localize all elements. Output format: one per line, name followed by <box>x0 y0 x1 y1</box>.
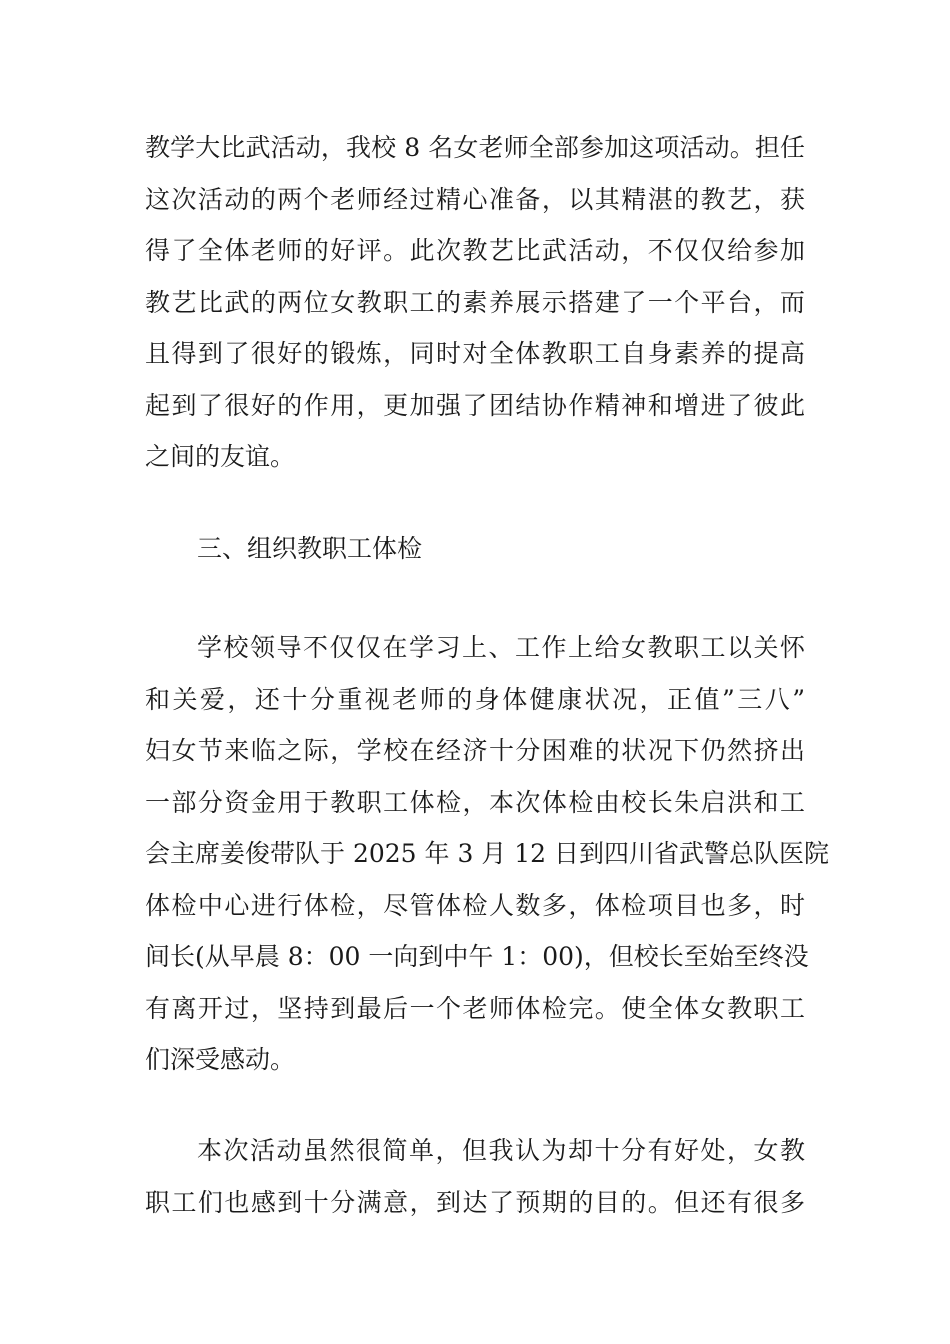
text-line: 教学大比武活动，我校 8 名女老师全部参加这项活动。担任 <box>145 133 805 162</box>
text-line: 们深受感动。 <box>145 1045 296 1074</box>
text-line: 这次活动的两个老师经过精心准备，以其精湛的教艺，获 <box>145 184 805 214</box>
text-line: 妇女节来临之际，学校在经济十分困难的状况下仍然挤出 <box>145 736 805 765</box>
text-line: 且得到了很好的锻炼，同时对全体教职工自身素养的提高 <box>145 339 805 368</box>
text-line: 得了全体老师的好评。此次教艺比武活动，不仅仅给参加 <box>145 236 805 265</box>
paragraph-health-check <box>145 622 830 1086</box>
text-line: 和关爱，还十分重视老师的身体健康状况，正值”三八” <box>145 684 805 714</box>
paragraph-summary <box>145 1125 805 1228</box>
text-line: 间长(从早晨 8：00 一向到中午 1：00)，但校长至始至终没 <box>145 942 809 971</box>
paragraph-teaching-contest <box>145 122 805 483</box>
text-line: 一部分资金用于教职工体检，本次体检由校长朱启洪和工 <box>145 787 805 817</box>
text-line: 本次活动虽然很简单，但我认为却十分有好处，女教 <box>197 1136 805 1165</box>
text-line: 学校领导不仅仅在学习上、工作上给女教职工以关怀 <box>197 633 805 662</box>
text-line: 教艺比武的两位女教职工的素养展示搭建了一个平台，而 <box>145 287 805 317</box>
text-line: 体检中心进行体检，尽管体检人数多，体检项目也多，时 <box>145 890 805 920</box>
section-heading: 三、组织教职工体检 <box>197 534 423 563</box>
text-line: 职工们也感到十分满意，到达了预期的目的。但还有很多 <box>145 1187 805 1217</box>
text-line: 起到了很好的作用，更加强了团结协作精神和增进了彼此 <box>145 390 805 420</box>
section-heading-health-check <box>145 523 805 575</box>
text-line: 会主席姜俊带队于 2025 年 3 月 12 日到四川省武警总队医院 <box>145 839 830 868</box>
text-line: 之间的友谊。 <box>145 442 296 471</box>
text-line: 有离开过，坚持到最后一个老师体检完。使全体女教职工 <box>145 993 805 1023</box>
